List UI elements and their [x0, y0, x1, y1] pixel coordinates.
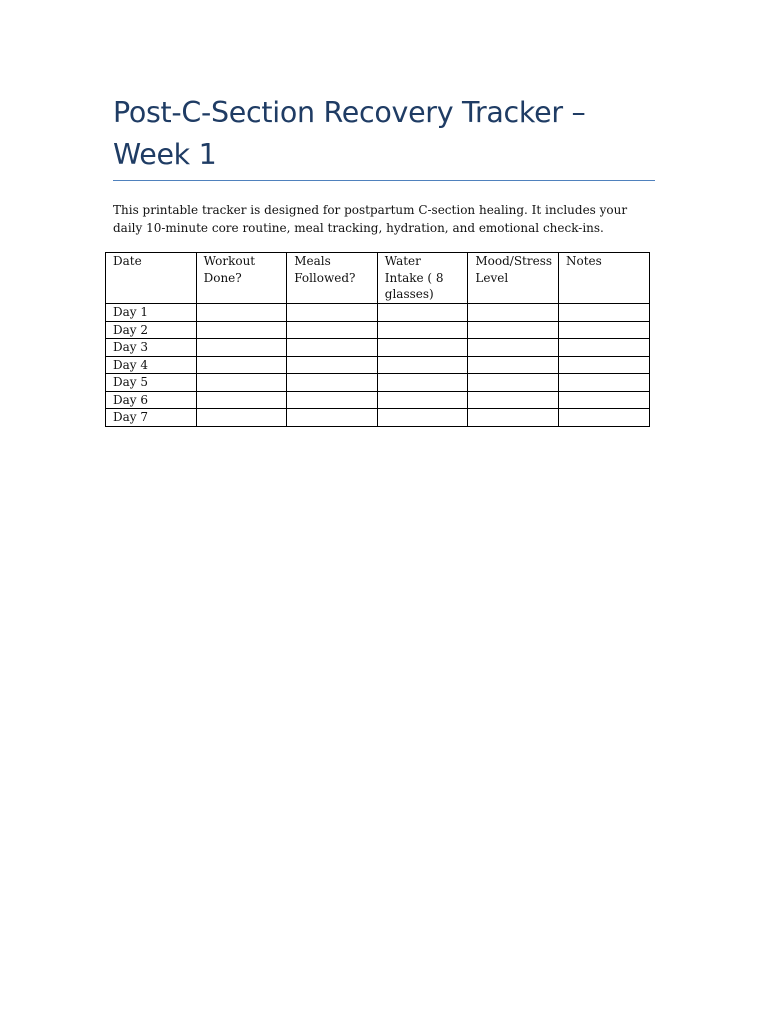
cell-date: Day 4 — [106, 356, 197, 374]
table-body — [106, 304, 650, 427]
page-title: Post-C-Section Recovery Tracker – Week 1 — [113, 96, 586, 171]
cell-workout-done[interactable] — [196, 374, 287, 392]
cell-water-intake[interactable] — [377, 409, 468, 427]
cell-mood-stress[interactable] — [468, 321, 559, 339]
cell-date: Day 5 — [106, 374, 197, 392]
cell-notes[interactable] — [558, 339, 649, 357]
header-water-intake: Water Intake ( 8 glasses) — [377, 253, 468, 304]
cell-water-intake[interactable] — [377, 339, 468, 357]
cell-water-intake[interactable] — [377, 321, 468, 339]
cell-notes[interactable] — [558, 356, 649, 374]
cell-water-intake[interactable] — [377, 391, 468, 409]
cell-notes[interactable] — [558, 321, 649, 339]
intro-paragraph: This printable tracker is designed for postpartum C-section healing. It includes your daily 10-minute core routine, meal tracking, hydration, and emotional check-ins. — [113, 203, 628, 235]
table-row — [106, 391, 650, 409]
cell-meals-followed[interactable] — [287, 409, 378, 427]
cell-meals-followed[interactable] — [287, 356, 378, 374]
cell-workout-done[interactable] — [196, 339, 287, 357]
cell-water-intake[interactable] — [377, 356, 468, 374]
cell-notes[interactable] — [558, 304, 649, 322]
title-underline — [113, 180, 655, 181]
cell-meals-followed[interactable] — [287, 391, 378, 409]
cell-mood-stress[interactable] — [468, 374, 559, 392]
cell-mood-stress[interactable] — [468, 391, 559, 409]
cell-date: Day 2 — [106, 321, 197, 339]
table-row — [106, 356, 650, 374]
cell-meals-followed[interactable] — [287, 374, 378, 392]
cell-workout-done[interactable] — [196, 356, 287, 374]
table-row — [106, 321, 650, 339]
cell-mood-stress[interactable] — [468, 339, 559, 357]
header-notes: Notes — [558, 253, 649, 304]
cell-water-intake[interactable] — [377, 304, 468, 322]
cell-date: Day 3 — [106, 339, 197, 357]
cell-notes[interactable] — [558, 409, 649, 427]
cell-notes[interactable] — [558, 374, 649, 392]
cell-mood-stress[interactable] — [468, 304, 559, 322]
cell-workout-done[interactable] — [196, 391, 287, 409]
cell-workout-done[interactable] — [196, 321, 287, 339]
table-row — [106, 409, 650, 427]
cell-notes[interactable] — [558, 391, 649, 409]
cell-date: Day 7 — [106, 409, 197, 427]
cell-water-intake[interactable] — [377, 374, 468, 392]
cell-workout-done[interactable] — [196, 409, 287, 427]
table-row — [106, 339, 650, 357]
header-workout-done: Workout Done? — [196, 253, 287, 304]
cell-date: Day 1 — [106, 304, 197, 322]
cell-meals-followed[interactable] — [287, 304, 378, 322]
table-row — [106, 374, 650, 392]
cell-workout-done[interactable] — [196, 304, 287, 322]
cell-meals-followed[interactable] — [287, 339, 378, 357]
tracker-table — [105, 252, 650, 427]
cell-date: Day 6 — [106, 391, 197, 409]
table-row — [106, 304, 650, 322]
header-meals-followed: Meals Followed? — [287, 253, 378, 304]
header-mood-stress: Mood/Stress Level — [468, 253, 559, 304]
header-date: Date — [106, 253, 197, 304]
cell-meals-followed[interactable] — [287, 321, 378, 339]
cell-mood-stress[interactable] — [468, 356, 559, 374]
cell-mood-stress[interactable] — [468, 409, 559, 427]
table-header-row — [106, 253, 650, 304]
